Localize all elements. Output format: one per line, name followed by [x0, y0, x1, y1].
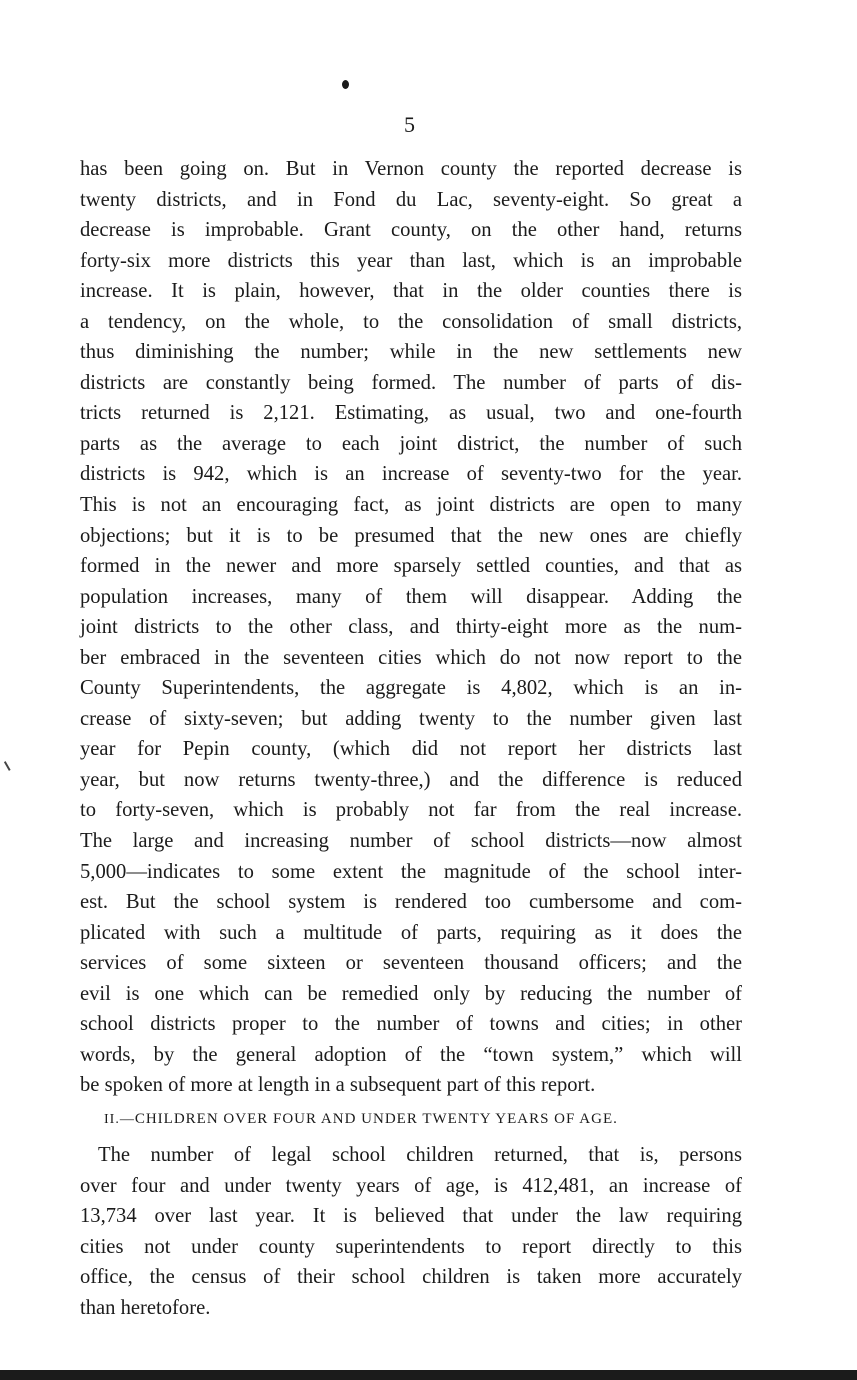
text-line: year, but now returns twenty-three,) and the difference is reduced	[80, 768, 742, 791]
text-line: The large and increasing number of school districts—now almost	[80, 830, 742, 853]
text-line: parts as the average to each joint district, the number of such	[80, 432, 742, 455]
text-line: districts is 942, which is an increase of seventy-two for the year.	[80, 463, 742, 486]
text-line: office, the census of their school children is taken more accurately	[80, 1266, 742, 1289]
page-number: 5	[404, 112, 415, 137]
text-line: thus diminishing the number; while in the new settlements new	[80, 341, 742, 364]
text-line: districts are constantly being formed. The number of parts of dis-	[80, 371, 742, 394]
text-line: est. But the school system is rendered too cumbersome and com-	[80, 891, 742, 914]
text-line: 5,000—indicates to some extent the magnitude of the school inter-	[80, 860, 742, 883]
text-line: increase. It is plain, however, that in the older counties there is	[80, 280, 742, 303]
text-line: words, by the general adoption of the “town system,” which will	[80, 1043, 742, 1066]
text-line: joint districts to the other class, and thirty-eight more as the num-	[80, 616, 742, 639]
text-line: formed in the newer and more sparsely settled counties, and that as	[80, 555, 742, 578]
text-line: school districts proper to the number of towns and cities; in other	[80, 1013, 742, 1036]
text-line: year for Pepin county, (which did not report her districts last	[80, 738, 742, 761]
text-line: plicated with such a multitude of parts, requiring as it does the	[80, 921, 742, 944]
text-line: crease of sixty-seven; but adding twenty to the number given last	[80, 707, 742, 730]
top-ink-mark	[342, 80, 349, 89]
text-line: tricts returned is 2,121. Estimating, as usual, two and one-fourth	[80, 402, 742, 425]
text-line: twenty districts, and in Fond du Lac, seventy-eight. So great a	[80, 188, 742, 211]
text-line: The number of legal school children returned, that is, persons	[98, 1144, 742, 1166]
text-line: has been going on. But in Vernon county the reported decrease is	[80, 158, 742, 180]
section-numeral: II.	[104, 1112, 120, 1127]
text-line: a tendency, on the whole, to the consolidation of small districts,	[80, 310, 742, 333]
text-line: to forty-seven, which is probably not far from the real increase.	[80, 799, 742, 822]
section-heading	[104, 1110, 618, 1129]
section-title: CHILDREN OVER FOUR AND UNDER TWENTY YEARS OF AGE.	[134, 1111, 618, 1127]
text-line: be spoken of more at length in a subsequent part of this report.	[80, 1074, 596, 1097]
text-line: population increases, many of them will disappear. Adding the	[80, 585, 742, 608]
text-line: 13,734 over last year. It is believed that under the law requiring	[80, 1205, 742, 1228]
text-line: evil is one which can be remedied only by reducing the number of	[80, 982, 742, 1005]
margin-ink-mark	[4, 759, 14, 771]
text-line: than heretofore.	[80, 1296, 211, 1319]
text-line: decrease is improbable. Grant county, on the other hand, returns	[80, 219, 742, 242]
text-line: forty-six more districts this year than last, which is an improbable	[80, 249, 742, 272]
text-line: over four and under twenty years of age, is 412,481, an increase of	[80, 1174, 742, 1197]
section-dash: —	[119, 1112, 135, 1127]
body-paragraph-1	[80, 154, 742, 1101]
text-line: objections; but it is to be presumed that the new ones are chiefly	[80, 524, 742, 547]
text-line: This is not an encouraging fact, as joint districts are open to many	[80, 494, 742, 517]
body-paragraph-2	[80, 1140, 742, 1323]
text-line: services of some sixteen or seventeen thousand officers; and the	[80, 952, 742, 975]
page-bottom-edge	[0, 1370, 857, 1380]
text-line: ber embraced in the seventeen cities which do not now report to the	[80, 646, 742, 669]
text-line: County Superintendents, the aggregate is 4,802, which is an in-	[80, 677, 742, 700]
text-line: cities not under county superintendents to report directly to this	[80, 1235, 742, 1258]
